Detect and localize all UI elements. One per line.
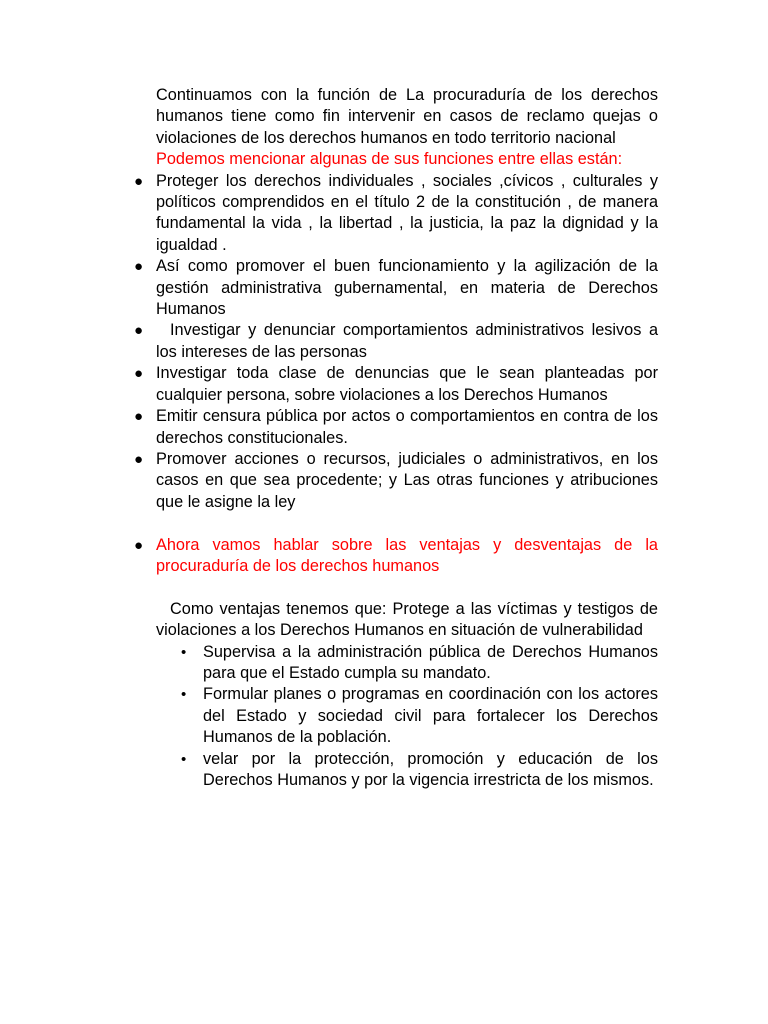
document-body [134, 85, 658, 791]
intro-paragraph: Continuamos con la función de La procuraduría de los derechos humanos tiene como fin intervenir en casos de reclamo quejas o violaciones de los derechos humanos en todo territorio nacional [156, 86, 658, 147]
function-item: ● Investigar y denunciar comportamientos administrativos lesivos a los intereses de las personas [134, 321, 658, 361]
function-item: ● Proteger los derechos individuales , sociales ,cívicos , culturales y políticos comprendidos en el título 2 de la constitución , de manera fundamental la vida , la libertad , la justicia, la paz la dignidad y la igualdad . [134, 171, 658, 254]
function-item: ● Así como promover el buen funcionamiento y la agilización de la gestión administrativa gubernamental, en materia de Derechos Humanos [134, 257, 658, 319]
advantage-item: • velar por la protección, promoción y educación de los Derechos Humanos y por la vigencia irrestricta de los mismos. [181, 749, 658, 789]
advantages-intro: Como ventajas tenemos que: Protege a las víctimas y testigos de violaciones a los Derechos Humanos en situación de vulnerabilidad [156, 599, 658, 640]
functions-heading: Podemos mencionar algunas de sus funciones entre ellas están: [156, 150, 623, 169]
spacer [156, 577, 658, 598]
function-item: ● Investigar toda clase de denuncias que le sean planteadas por cualquier persona, sobre violaciones a los Derechos Humanos [134, 364, 658, 404]
bullet-icon: ● [134, 450, 144, 468]
function-item: ● Promover acciones o recursos, judiciales o administrativos, en los casos en que sea procedente; y Las otras funciones y atribuciones que le asigne la ley [134, 449, 658, 511]
bullet-icon: ● [134, 536, 144, 554]
advantages-heading: ● Ahora vamos hablar sobre las ventajas y desventajas de la procuraduría de los derechos humanos [134, 535, 658, 575]
bullet-icon: • [181, 750, 187, 768]
advantages-heading-list [134, 535, 658, 578]
advantages-block [181, 642, 658, 792]
bullet-icon: ● [134, 258, 144, 276]
bullet-icon: • [181, 686, 187, 704]
bullet-icon: ● [134, 408, 144, 426]
bullet-icon: ● [134, 172, 144, 190]
advantage-item: • Supervisa a la administración pública de Derechos Humanos para que el Estado cumpla su mandato. [181, 642, 658, 682]
bullet-icon: • [181, 643, 187, 661]
advantage-item: • Formular planes o programas en coordinación con los actores del Estado y sociedad civil para fortalecer los Derechos Humanos de la población. [181, 685, 658, 747]
advantages-list [181, 642, 658, 792]
bullet-icon: ● [134, 365, 144, 383]
function-item: ● Emitir censura pública por actos o comportamientos en contra de los derechos constitucionales. [134, 407, 658, 447]
spacer [156, 513, 658, 534]
bullet-icon: ● [134, 322, 144, 340]
functions-list [134, 171, 658, 514]
